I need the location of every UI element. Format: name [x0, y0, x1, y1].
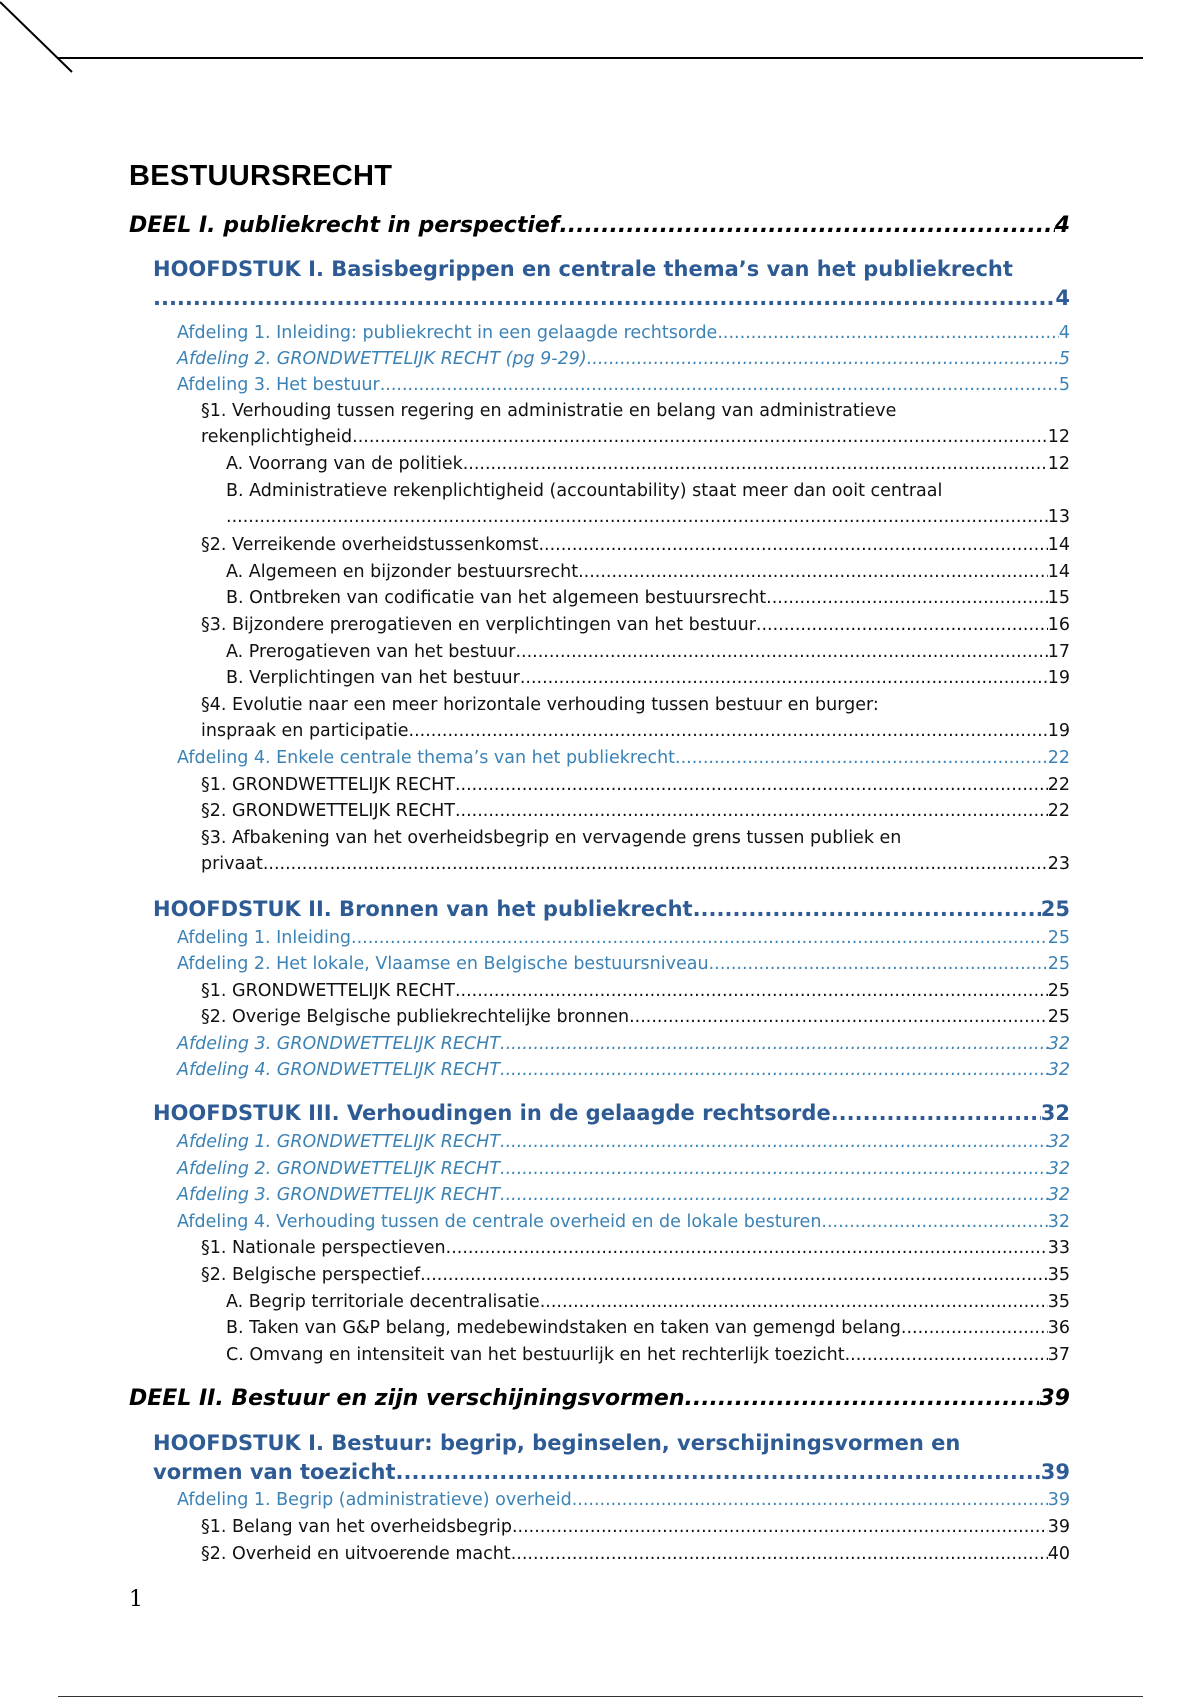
toc-entry-title: A. Voorrang van de politiek	[226, 454, 463, 474]
toc-entry-afd[interactable]	[177, 925, 1070, 951]
toc-page-number: 40	[1047, 1544, 1070, 1564]
toc-entry-afd[interactable]	[177, 1209, 1070, 1235]
toc-entry-title: B. Taken van G&P belang, medebewindstaken en taken van gemengd belang	[226, 1318, 901, 1338]
dot-leader	[263, 851, 1048, 877]
dot-leader	[455, 772, 1048, 798]
toc-entry-par[interactable]	[201, 1514, 1070, 1540]
toc-entry-par[interactable]	[201, 532, 1070, 558]
dot-leader	[515, 639, 1047, 665]
dot-leader	[511, 1541, 1048, 1567]
toc-entry-title: Afdeling 2. GRONDWETTELIJK RECHT (pg 9-29)	[177, 349, 587, 369]
toc-entry-hoofd[interactable]	[153, 895, 1070, 924]
toc-entry-title: §2. Belgische perspectief	[201, 1265, 421, 1285]
toc-page-number: 39	[1047, 1517, 1070, 1537]
toc-page-number: 32	[1047, 1159, 1070, 1179]
toc-entry-par[interactable]	[201, 398, 1070, 450]
toc-page-number: 5	[1058, 349, 1070, 369]
toc-page-number: 22	[1047, 748, 1070, 768]
toc-entry-title: Afdeling 2. GRONDWETTELIJK RECHT	[177, 1159, 501, 1179]
toc-entry-sub[interactable]	[226, 1289, 1070, 1315]
toc-page-number: 12	[1047, 454, 1070, 474]
toc-entry-afd[interactable]	[177, 1182, 1070, 1208]
dot-leader	[512, 1514, 1048, 1540]
toc-page-number: 25	[1047, 1007, 1070, 1027]
toc-entry-title: Afdeling 3. Het bestuur	[177, 375, 380, 395]
toc-entry-par[interactable]	[201, 825, 1070, 877]
toc-entry-title: §2. GRONDWETTELIJK RECHT	[201, 801, 455, 821]
dot-leader	[540, 1289, 1048, 1315]
dot-leader	[559, 212, 1054, 240]
document-title: BESTUURSRECHT	[129, 160, 393, 192]
toc-entry-title: §2. Verreikende overheidstussenkomst	[201, 535, 539, 555]
toc-entry-hoofd[interactable]	[153, 1429, 1070, 1487]
dot-leader	[153, 284, 1055, 313]
toc-page-number: 4	[1055, 286, 1070, 310]
toc-entry-title-line: HOOFDSTUK I. Basisbegrippen en centrale thema’s van het publiekrecht	[153, 257, 1013, 281]
dot-leader	[446, 1235, 1048, 1261]
toc-page-number: 36	[1047, 1318, 1070, 1338]
toc-entry-title: C. Omvang en intensiteit van het bestuurlijk en het rechterlijk toezicht	[226, 1345, 845, 1365]
toc-entry-par[interactable]	[201, 1262, 1070, 1288]
toc-entry-deel[interactable]	[129, 1385, 1070, 1413]
toc-entry-title: Afdeling 1. GRONDWETTELIJK RECHT	[177, 1132, 501, 1152]
toc-page-number: 5	[1058, 375, 1070, 395]
dot-leader	[845, 1342, 1048, 1368]
toc-entry-afd[interactable]	[177, 346, 1070, 372]
toc-entry-sub[interactable]	[226, 451, 1070, 477]
toc-entry-title: §3. Bijzondere prerogatieven en verplichtingen van het bestuur	[201, 615, 756, 635]
toc-page-number: 39	[1047, 1490, 1070, 1510]
dot-leader	[409, 718, 1048, 744]
toc-entry-title: Afdeling 3. GRONDWETTELIJK RECHT	[177, 1034, 501, 1054]
dot-leader	[629, 1004, 1048, 1030]
toc-entry-title-line: §3. Afbakening van het overheidsbegrip en vervagende grens tussen publiek en	[201, 828, 902, 848]
toc-entry-title: A. Algemeen en bijzonder bestuursrecht	[226, 562, 579, 582]
toc-entry-title: Afdeling 2. Het lokale, Vlaamse en Belgische bestuursniveau	[177, 954, 709, 974]
toc-entry-par[interactable]	[201, 692, 1070, 744]
toc-entry-afd[interactable]	[177, 1487, 1070, 1513]
toc-page-number: 25	[1040, 897, 1070, 921]
toc-page-number: 19	[1047, 721, 1070, 741]
toc-entry-title: DEEL II. Bestuur en zijn verschijningsvormen	[129, 1386, 685, 1411]
toc-page-number: 35	[1047, 1292, 1070, 1312]
dot-leader	[572, 1487, 1048, 1513]
toc-entry-title: §2. Overheid en uitvoerende macht	[201, 1544, 511, 1564]
toc-page-number: 39	[1039, 1386, 1070, 1411]
toc-entry-sub[interactable]	[226, 665, 1070, 691]
toc-entry-afd[interactable]	[177, 372, 1070, 398]
toc-entry-sub[interactable]	[226, 1315, 1070, 1341]
dot-leader	[500, 1182, 1048, 1208]
toc-entry-par[interactable]	[201, 772, 1070, 798]
toc-entry-sub[interactable]	[226, 478, 1070, 530]
dot-leader	[578, 559, 1048, 585]
toc-entry-par[interactable]	[201, 978, 1070, 1004]
toc-page-number: 19	[1047, 668, 1070, 688]
dot-leader	[693, 895, 1041, 924]
toc-entry-afd[interactable]	[177, 320, 1070, 346]
toc-entry-title: A. Prerogatieven van het bestuur	[226, 642, 516, 662]
dot-leader	[455, 798, 1048, 824]
toc-entry-title: §1. GRONDWETTELIJK RECHT	[201, 775, 455, 795]
toc-entry-title: DEEL I. publiekrecht in perspectief	[129, 213, 560, 238]
toc-page-number: 22	[1047, 801, 1070, 821]
dot-leader	[717, 320, 1059, 346]
toc-entry-title: §1. GRONDWETTELIJK RECHT	[201, 981, 455, 1001]
toc-entry-title-line: HOOFDSTUK I. Bestuur: begrip, beginselen, verschijningsvormen en	[153, 1431, 961, 1455]
dot-leader	[756, 612, 1048, 638]
dot-leader	[709, 951, 1048, 977]
toc-page-number: 35	[1047, 1265, 1070, 1285]
toc-entry-title: Afdeling 3. GRONDWETTELIJK RECHT	[177, 1185, 501, 1205]
toc-entry-afd[interactable]	[177, 1156, 1070, 1182]
dot-leader	[831, 1099, 1041, 1128]
dot-leader	[500, 1057, 1048, 1083]
toc-page-number: 14	[1047, 535, 1070, 555]
footer-rule	[58, 1696, 1143, 1697]
toc-entry-afd[interactable]	[177, 1129, 1070, 1155]
toc-entry-title: inspraak en participatie	[201, 721, 409, 741]
toc-page-number: 14	[1047, 562, 1070, 582]
toc-entry-title: Afdeling 1. Begrip (administratieve) overheid	[177, 1490, 572, 1510]
toc-page-number: 32	[1047, 1060, 1070, 1080]
toc-entry-par[interactable]	[201, 1235, 1070, 1261]
toc-entry-title: Afdeling 4. Enkele centrale thema’s van het publiekrecht	[177, 748, 676, 768]
toc-page-number: 32	[1047, 1132, 1070, 1152]
toc-entry-title: §1. Nationale perspectieven	[201, 1238, 446, 1258]
toc-entry-title: HOOFDSTUK II. Bronnen van het publiekrecht	[153, 897, 693, 921]
dot-leader	[901, 1315, 1048, 1341]
toc-page-number: 32	[1047, 1034, 1070, 1054]
toc-entry-sub[interactable]	[226, 639, 1070, 665]
corner-fold-line	[0, 0, 80, 80]
dot-leader	[675, 745, 1048, 771]
toc-page-number: 12	[1047, 427, 1070, 447]
toc-page-number: 32	[1047, 1212, 1070, 1232]
dot-leader	[500, 1129, 1048, 1155]
toc-entry-title: rekenplichtigheid	[201, 427, 353, 447]
toc-entry-title-line: §4. Evolutie naar een meer horizontale verhouding tussen bestuur en burger:	[201, 695, 879, 715]
toc-entry-title: vormen van toezicht	[153, 1460, 396, 1484]
dot-leader	[352, 424, 1048, 450]
toc-page-number: 4	[1054, 213, 1070, 238]
toc-page-number: 22	[1047, 775, 1070, 795]
dot-leader	[455, 978, 1048, 1004]
toc-page-number: 25	[1047, 981, 1070, 1001]
toc-page-number: 33	[1047, 1238, 1070, 1258]
toc-page-number: 25	[1047, 954, 1070, 974]
toc-page-number: 25	[1047, 928, 1070, 948]
toc-entry-par[interactable]	[201, 1541, 1070, 1567]
page-number: 1	[129, 1587, 143, 1612]
toc-entry-title: Afdeling 1. Inleiding: publiekrecht in een gelaagde rechtsorde	[177, 323, 718, 343]
toc-entry-par[interactable]	[201, 612, 1070, 638]
toc-page-number: 4	[1058, 323, 1070, 343]
toc-entry-title-line: §1. Verhouding tussen regering en administratie en belang van administratieve	[201, 401, 897, 421]
toc-page-number: 32	[1047, 1185, 1070, 1205]
toc-entry-hoofd[interactable]	[153, 1099, 1070, 1128]
toc-page-number: 23	[1047, 854, 1070, 874]
toc-page-number: 37	[1047, 1345, 1070, 1365]
toc-page-number: 17	[1047, 642, 1070, 662]
toc-entry-title: Afdeling 1. Inleiding	[177, 928, 352, 948]
dot-leader	[351, 925, 1048, 951]
dot-leader	[538, 532, 1047, 558]
dot-leader	[463, 451, 1048, 477]
toc-entry-afd[interactable]	[177, 951, 1070, 977]
toc-entry-afd[interactable]	[177, 1057, 1070, 1083]
toc-page-number: 32	[1040, 1101, 1070, 1125]
toc-entry-sub[interactable]	[226, 559, 1070, 585]
toc-entry-title: §1. Belang van het overheidsbegrip	[201, 1517, 512, 1537]
toc-entry-par[interactable]	[201, 1004, 1070, 1030]
header-rule	[58, 57, 1143, 59]
toc-entry-title: HOOFDSTUK III. Verhoudingen in de gelaagde rechtsorde	[153, 1101, 831, 1125]
toc-entry-hoofd[interactable]	[153, 255, 1070, 313]
dot-leader	[500, 1031, 1048, 1057]
toc-entry-title: Afdeling 4. GRONDWETTELIJK RECHT	[177, 1060, 501, 1080]
toc-entry-title: Afdeling 4. Verhouding tussen de centrale overheid en de lokale besturen	[177, 1212, 822, 1232]
toc-page-number: 39	[1040, 1460, 1070, 1484]
toc-entry-sub[interactable]	[226, 585, 1070, 611]
dot-leader	[420, 1262, 1048, 1288]
toc-entry-par[interactable]	[201, 798, 1070, 824]
dot-leader	[821, 1209, 1047, 1235]
toc-entry-title: privaat	[201, 854, 263, 874]
toc-entry-sub[interactable]	[226, 1342, 1070, 1368]
dot-leader	[226, 504, 1048, 530]
dot-leader	[587, 346, 1059, 372]
toc-entry-afd[interactable]	[177, 745, 1070, 771]
dot-leader	[766, 585, 1048, 611]
toc-page-number: 13	[1047, 507, 1070, 527]
toc-entry-title: §2. Overige Belgische publiekrechtelijke bronnen	[201, 1007, 630, 1027]
toc-page-number: 16	[1047, 615, 1070, 635]
dot-leader	[520, 665, 1048, 691]
toc-page-number: 15	[1047, 588, 1070, 608]
dot-leader	[684, 1385, 1039, 1413]
toc-entry-deel[interactable]	[129, 212, 1070, 240]
toc-entry-title: A. Begrip territoriale decentralisatie	[226, 1292, 540, 1312]
toc-entry-title-line: B. Administratieve rekenplichtigheid (accountability) staat meer dan ooit centraal	[226, 481, 943, 501]
toc-entry-title: B. Ontbreken van codificatie van het algemeen bestuursrecht	[226, 588, 767, 608]
toc-entry-afd[interactable]	[177, 1031, 1070, 1057]
dot-leader	[380, 372, 1059, 398]
dot-leader	[500, 1156, 1048, 1182]
toc-entry-title: B. Verplichtingen van het bestuur	[226, 668, 520, 688]
dot-leader	[396, 1458, 1041, 1487]
